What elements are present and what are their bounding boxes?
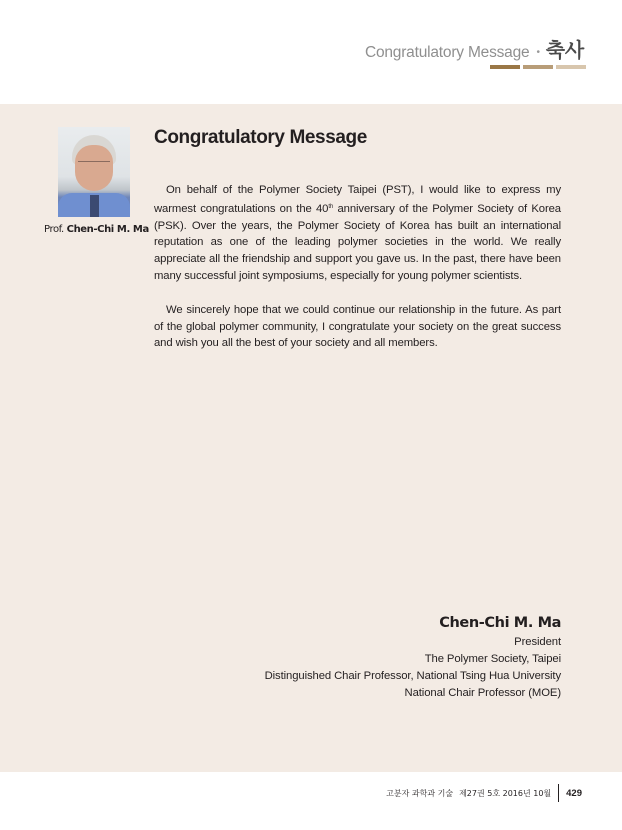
article-body <box>154 182 561 352</box>
photo-caption <box>44 224 149 235</box>
paragraph-1-text-b: anniversary of the Polymer Society of Korea (PSK). Over the years, the Polymer Society of Korea has built an international reputation as one of the leading polymer societies in the world. We really appreciate all the friendship and support you gave us. In the past, there have been many successful joint symposiums, especially for young polymer scientists. <box>154 202 561 282</box>
header-accent-bars <box>490 65 586 69</box>
signature-name: Chen-Chi M. Ma <box>439 615 561 631</box>
article-title: Congratulatory Message <box>154 127 367 148</box>
issue-info: 제27권 5호 2016년 10월 <box>459 788 552 798</box>
signature-line: President <box>514 636 561 648</box>
accent-bar <box>523 65 553 69</box>
signature-line: The Polymer Society, Taipei <box>424 653 561 665</box>
page-footer <box>386 784 582 802</box>
caption-name: Chen-Chi M. Ma <box>66 224 149 235</box>
paragraph-2: We sincerely hope that we could continue our relationship in the future. As part of the global polymer community, I congratulate your society on the great success and wish you all the best of your society and all members. <box>154 303 561 350</box>
photo-glasses <box>78 161 110 169</box>
paragraph-1 <box>154 182 561 285</box>
footer-divider <box>558 784 559 802</box>
signature-line: National Chair Professor (MOE) <box>404 687 561 699</box>
page-number: 429 <box>566 787 582 799</box>
accent-bar <box>556 65 586 69</box>
signature-block <box>265 613 561 702</box>
section-title-english: Congratulatory Message <box>364 44 530 61</box>
separator-dot: • <box>536 47 540 58</box>
accent-bar <box>490 65 520 69</box>
signature-line: Distinguished Chair Professor, National Tsing Hua University <box>264 670 561 682</box>
photo-tie <box>90 195 99 217</box>
portrait-photo <box>58 127 130 217</box>
section-title-korean: 축사 <box>545 38 584 62</box>
ordinal-suffix: th <box>328 203 334 210</box>
paragraph-1-text-a: On behalf of the Polymer Society Taipei (PST), I would like to express my warmest congratulations on the 40 <box>154 184 561 215</box>
caption-prefix: Prof. <box>44 224 64 235</box>
section-header <box>365 34 584 63</box>
journal-name: 고분자 과학과 기술 <box>386 788 454 798</box>
